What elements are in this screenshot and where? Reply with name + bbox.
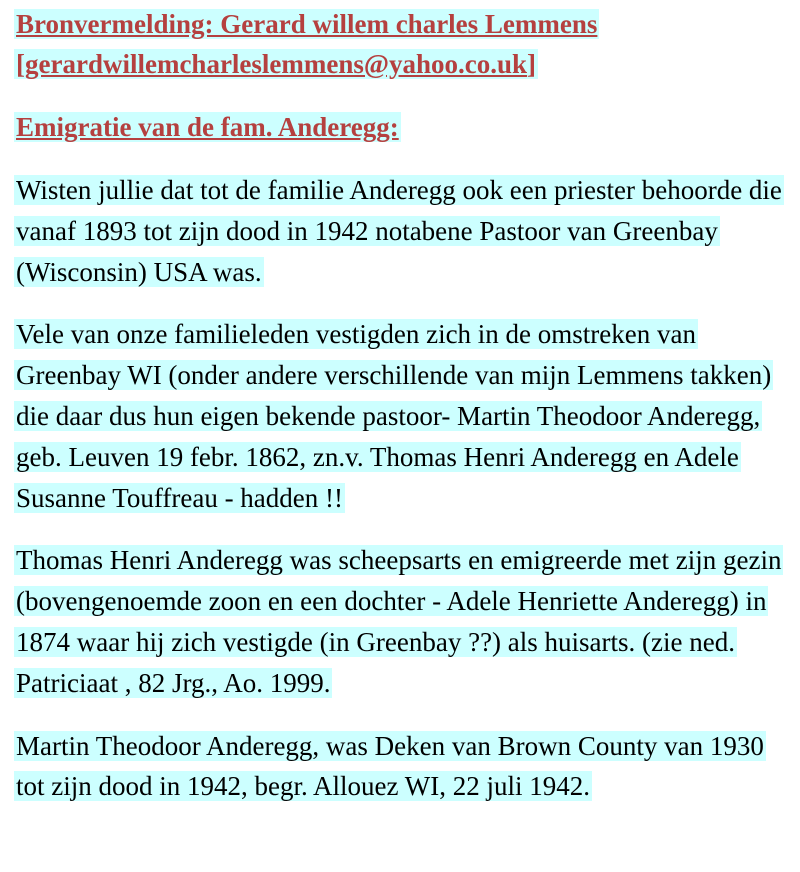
paragraph-3: [14, 540, 790, 703]
email-bracket-open: [: [16, 49, 25, 79]
paragraph-4-text: Martin Theodoor Anderegg, was Deken van Brown County van 1930 tot zijn dood in 1942, begr. Allouez WI, 22 juli 1942.: [16, 730, 764, 802]
paragraph-4: [14, 726, 790, 808]
paragraph-3-text: Thomas Henri Anderegg was scheepsarts en emigreerde met zijn gezin (bovengenoemde zoon en een dochter - Adele Henriette Anderegg) in 1874 waar hij zich vestigde (in Greenbay ??) als huisarts. (zie ned. Patriciaat , 82 Jrg., Ao. 1999.: [16, 545, 782, 698]
source-attribution: [14, 4, 790, 84]
paragraph-2-text: Vele van onze familieleden vestigden zich in de omstreken van Greenbay WI (onder andere verschillende van mijn Lemmens takken) die daar dus hun eigen bekende pastoor- Martin Theodoor Anderegg, geb. Leuven 19 febr. 1862, zn.v. Thomas Henri Anderegg en Adele Susanne Touffreau - hadden !!: [16, 319, 772, 513]
paragraph-2: [14, 314, 790, 518]
section-title: [14, 107, 790, 147]
source-email-link[interactable]: gerardwillemcharleslemmens@yahoo.co.uk: [25, 49, 528, 79]
source-label: Bronvermelding: Gerard willem charles Lemmens: [16, 9, 598, 39]
section-title-text: Emigratie van de fam. Anderegg:: [16, 112, 399, 142]
email-bracket-close: ]: [527, 49, 537, 79]
paragraph-1: [14, 170, 790, 292]
paragraph-1-text: Wisten jullie dat tot de familie Anderegg ook een priester behoorde die vanaf 1893 tot zijn dood in 1942 notabene Pastoor van Greenbay (Wisconsin) USA was.: [16, 175, 782, 287]
